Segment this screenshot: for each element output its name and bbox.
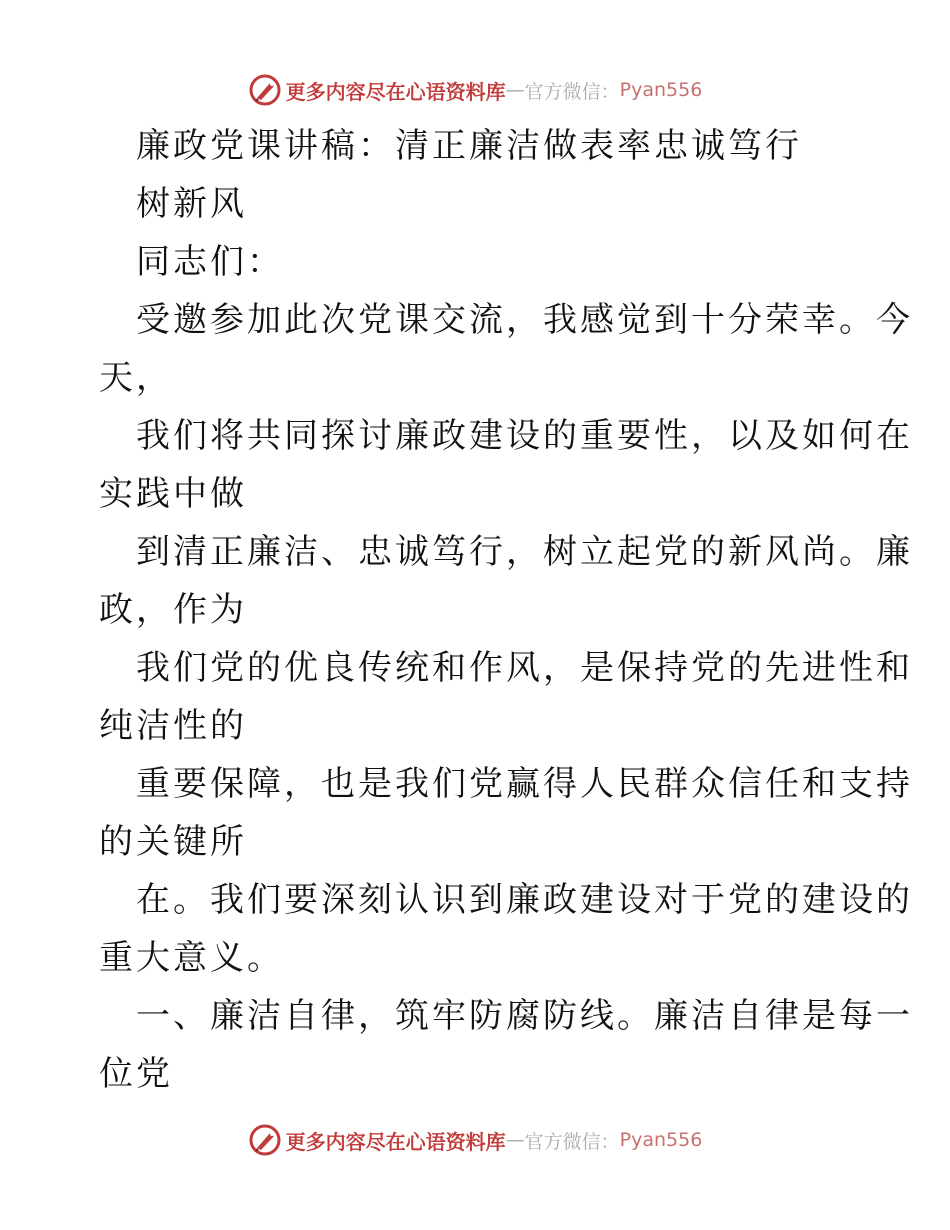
salutation: 同志们： <box>136 242 284 282</box>
header-banner <box>0 70 950 110</box>
banner-wechat-label: 官方微信： <box>524 1130 620 1153</box>
paragraph-line: 一、廉洁自律，筑牢防腐防线。廉洁自律是每一 <box>136 996 913 1036</box>
banner-site-text: 更多内容尽在心语资料库 <box>285 79 506 104</box>
banner-separator: — <box>505 1129 525 1151</box>
banner-site-text: 更多内容尽在心语资料库 <box>285 1129 506 1154</box>
paragraph-line: 实践中做 <box>99 474 247 514</box>
paragraph-line: 重大意义。 <box>99 938 284 978</box>
banner-wechat-label: 官方微信： <box>524 80 620 103</box>
banner-separator: — <box>505 79 525 101</box>
banner-wechat-id: Pyan556 <box>619 1129 703 1151</box>
paragraph-line: 我们党的优良传统和作风，是保持党的先进性和 <box>136 648 913 688</box>
footer-banner <box>0 1120 950 1160</box>
document-title-cont: 树新风 <box>136 184 247 224</box>
paragraph-line: 政，作为 <box>99 590 247 630</box>
paragraph-line: 受邀参加此次党课交流，我感觉到十分荣幸。今 <box>136 300 913 340</box>
pen-logo-icon <box>248 73 282 107</box>
document-title: 廉政党课讲稿：清正廉洁做表率忠诚笃行 <box>136 126 802 166</box>
paragraph-line: 天， <box>99 358 173 398</box>
paragraph-line: 重要保障，也是我们党赢得人民群众信任和支持 <box>136 764 913 804</box>
paragraph-line: 到清正廉洁、忠诚笃行，树立起党的新风尚。廉 <box>136 532 913 572</box>
pen-logo-icon <box>248 1123 282 1157</box>
paragraph-line: 纯洁性的 <box>99 706 247 746</box>
banner-wechat-id: Pyan556 <box>619 79 703 101</box>
paragraph-line: 位党 <box>99 1054 173 1094</box>
paragraph-line: 在。我们要深刻认识到廉政建设对于党的建设的 <box>136 880 913 920</box>
paragraph-line: 我们将共同探讨廉政建设的重要性，以及如何在 <box>136 416 913 456</box>
paragraph-line: 的关键所 <box>99 822 247 862</box>
